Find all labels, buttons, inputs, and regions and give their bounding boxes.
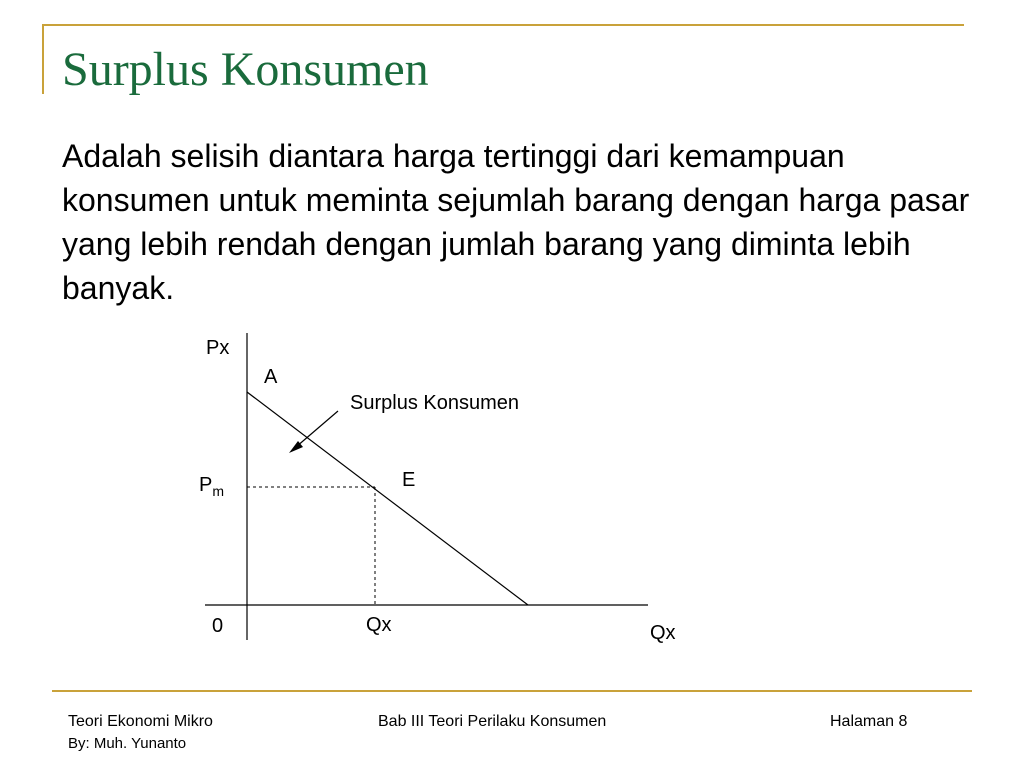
footer-course-title: Teori Ekonomi Mikro: [68, 713, 213, 730]
price-label: [199, 474, 224, 499]
slide-title: Surplus Konsumen: [62, 43, 429, 96]
footer-page-number: Halaman 8: [830, 713, 908, 730]
y-axis-label: Px: [206, 337, 230, 359]
x-axis-label: Qx: [650, 622, 676, 644]
slide-body-text: Adalah selisih diantara harga tertinggi dari kemampuan konsumen untuk meminta sejumlah barang dengan harga pasar yang lebih rendah dengan jumlah barang yang diminta lebih banyak.: [62, 138, 970, 306]
demand-curve: [247, 392, 528, 605]
annotation-arrow-line: [296, 411, 338, 447]
price-label-subscript: m: [212, 483, 225, 499]
quantity-label: Qx: [366, 614, 392, 636]
footer-divider: [52, 690, 972, 692]
point-e-label: E: [402, 469, 416, 491]
origin-label: 0: [212, 615, 224, 637]
point-a-label: A: [264, 366, 278, 388]
footer-author: By: Muh. Yunanto: [68, 735, 187, 752]
annotation-label: Surplus Konsumen: [350, 392, 519, 414]
price-label-main: P: [199, 474, 213, 496]
footer-chapter-title: Bab III Teori Perilaku Konsumen: [378, 713, 607, 730]
